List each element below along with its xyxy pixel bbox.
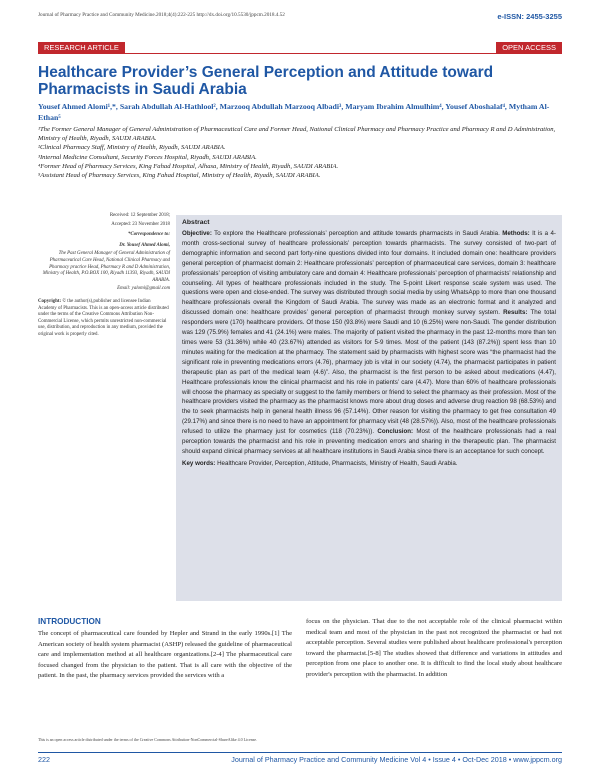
page-number: 222	[38, 755, 50, 764]
correspondence-email[interactable]: Email: yalomi@gmail.com	[117, 286, 170, 292]
article-sidebar	[38, 213, 170, 341]
keywords-text: Healthcare Provider, Perception, Attitude, Pharmacists, Ministry of Health, Saudi Arabia.	[217, 459, 458, 467]
objective-text: To explore the Healthcare professionals’ perception and attitude towards pharmacists in Saudi Arabia.	[214, 230, 500, 237]
introduction-column-1: The concept of pharmaceutical care founded by Hepler and Strand in the early 1990s.[1] The American society of health system pharmacist (ASHP) released the guideline of pharmaceutical care and implementation method at all healthcare organizations.[2-4] The pharmaceutical care focused changed from the physician to the patient. That is all care with the objective of the patient. In the past, the pharmacy services provided the services with a	[38, 630, 292, 680]
methods-text: It is a 4-month cross-sectional survey of healthcare professionals’ perception towards pharmacists. The survey consisted of two-part of demographic information and second part forty-nine questions divided into four domains. It included domain one: healthcare providers general perception of pharmacist domain 2: Healthcare professionals’ perception of pharmaceutical care services, domain 3: healthcare professionals’ perception of visiting ambulatory care and domain 4: Healthcare professionals’ perception of pharmacists’ relationship and counseling. All types of healthcare professionals included in the study. The 5-point Likert response scale system was used. The questions were open and close-ended. The survey was distributed through social media by using WhatsApp to more than one thousand healthcare professionals overall the Kingdom of Saudi Arabia. The survey was made as an electronic format and it analyzed and discussed domain one: healthcare provides’ general perception of pharmacist through monkey survey system.	[182, 230, 556, 317]
article-type-badge: RESEARCH ARTICLE	[38, 42, 125, 53]
open-access-badge: OPEN ACCESS	[496, 42, 562, 53]
copyright-text: © the author(s),publisher and licensee Indian Academy of Pharmacists. This is an open-access article distributed under the terms of the Creative Commons Attribution Non-Commercial License, which permits unrestricted non-commercial use, distribution, and reproduction in any medium, provided the original work is properly cited.	[38, 298, 169, 337]
affiliation-4: ⁴Former Head of Pharmacy Services, King Fahad Hospital, Alhasa, Ministry of Health, Riyadh, SAUDI ARABIA.	[38, 162, 339, 170]
correspondence-name: Dr. Yousef Ahmed Alomi,	[119, 242, 170, 248]
correspondence-label: *Correspondence to:	[128, 232, 170, 238]
conclusion-label: Conclusion:	[377, 428, 414, 436]
eissn-label: e-ISSN: 2455-3255	[497, 12, 562, 21]
abstract-body	[182, 229, 556, 457]
footer-divider	[38, 752, 562, 753]
affiliation-5: ⁵Assistant Head of Pharmacy Services, King Fahad Hospital, Ministry of Health, Riyadh, SAUDI ARABIA.	[38, 172, 321, 180]
introduction-heading: INTRODUCTION	[38, 617, 101, 626]
author-list: Yousef Ahmed Alomi¹,*, Sarah Abdullah Al-Hathlool², Marzooq Abdullah Marzooq Albadi³, Maryam Ibrahim Almulhim⁴, Yousef Aboshalaf⁴, Mytham Al-Ethan⁵	[38, 102, 550, 122]
copyright-block	[38, 299, 170, 339]
article-title: Healthcare Provider’s General Perception and Attitude toward Pharmacists in Saudi Arabia	[38, 64, 494, 98]
abstract-box	[176, 215, 562, 601]
conclusion-text: Most of the healthcare professionals had a real perception towards the pharmacist and his role in preventing medication errors and sharing in the therapeutic plan. The pharmacist should expand clinical pharmacy services at all healthcare institutions in Saudi Arabia since there is an acceptance for such concept.	[182, 428, 556, 455]
license-footnote: This is an open access article distributed under the terms of the Creative Commons Attribution-NonCommercial-ShareAlike 4.0 License.	[38, 737, 258, 742]
results-label: Results:	[503, 309, 528, 317]
received-date: Received: 12 September 2018;	[109, 213, 170, 218]
methods-label: Methods:	[502, 230, 530, 237]
results-text: The total responders were (170) healthcare providers. Of those 150 (93.8%) were Saudi and 10 (6.25%) were non-Saudi. The gender distribution was 129 (75.9%) females and 41 (24.1%) were males. The majority of patient visited the pharmacy in the past 12-months more than ten times were 53 (31.36%) while 40 (23.67%) attended as visitors for 5-9 times. Most of the patient (143 (87.2%)) spent less than 10 minutes waiting for the medication at the pharmacy. The statement said by pharmacists with highest score was “the pharmacist had the significant role in preventing medications errors (4.76), pharmacy job is vital in our society (4.74), the pharmacist participates in patient therapeutic plan as part of the medical team (4.6)”. Also, the pharmacist is the first person to be asked about medications (4.47), Healthcare professionals know the clinical pharmacist and his role in patients’ care (4.47). More than 60% of healthcare professionals will choose the pharmacy as specialty or suggest to the family members or friend to select the pharmacy as their profession. Most of the healthcare providers visited the pharmacy as the pharmacist knows more about drug doses and adverse drug reaction 98 (68.53%) and the to seek pharmacists help in general health illness 96 (57.14%). Other reason for visiting the pharmacy to get free consultation 49 (29.17%) and since there is no need to have an appointment for pharmacy visit (48 (28.57%)). Also, most of the healthcare professionals refused to utilize the pharmacy just for cosmetics (118 (70.23%)).	[182, 309, 556, 436]
footer-journal-info: Journal of Pharmacy Practice and Community Medicine Vol 4 • Issue 4 • Oct-Dec 2018 • www.jppcm.org	[231, 755, 562, 764]
journal-citation: Journal of Pharmacy Practice and Community Medicine.2018;4(4):222-225 http://dx.doi.org/10.5530/jppcm.2018.4.52	[38, 12, 285, 18]
affiliations	[38, 125, 562, 180]
abstract-heading: Abstract	[182, 219, 210, 226]
correspondence-text: The Past General Manager of General Administration of Pharmaceutical Care Head, National Clinical Pharmacy and Pharmacy practice Head, Pharmacy R and D Administration, Ministry of Health, P.O.BOX 100, Riyadh 11393, Riyadh, SAUDI ARABIA.	[42, 251, 170, 283]
affiliation-2: ²Clinical Pharmacy Staff, Ministry of Health, Riyadh, SAUDI ARABIA.	[38, 144, 226, 152]
objective-label: Objective:	[182, 230, 212, 237]
keywords-label: Key words:	[182, 459, 216, 467]
affiliation-3: ³Internal Medicine Consultant, Security Forces Hospital, Riyadh, SAUDI ARABIA.	[38, 153, 257, 161]
affiliation-1: ¹The Former General Manager of General Administration of Pharmaceutical Care and Former Head, National Clinical Pharmacy and Pharmacy Practice and Pharmacy R and D Administration, Ministry of Health, Riyadh, SAUDI ARABIA.	[38, 126, 556, 143]
copyright-label: Copyright:	[38, 298, 62, 304]
keywords-row	[182, 460, 556, 467]
introduction-column-2: focus on the physician. That due to the not acceptable role of the clinical pharmacist within medical team and most of the physician in the past not recognized the pharmacist or had not acceptable perception. Several studies were published about healthcare professional's perception toward the pharmacist.[5-8] The studies showed that difference and variations in attitudes and perception from one place to another one. It is difficult to find the local study about healthcare provider's perception with the pharmacist. In addition	[306, 618, 562, 678]
accepted-date: Accepted: 23 November 2018	[111, 221, 170, 227]
